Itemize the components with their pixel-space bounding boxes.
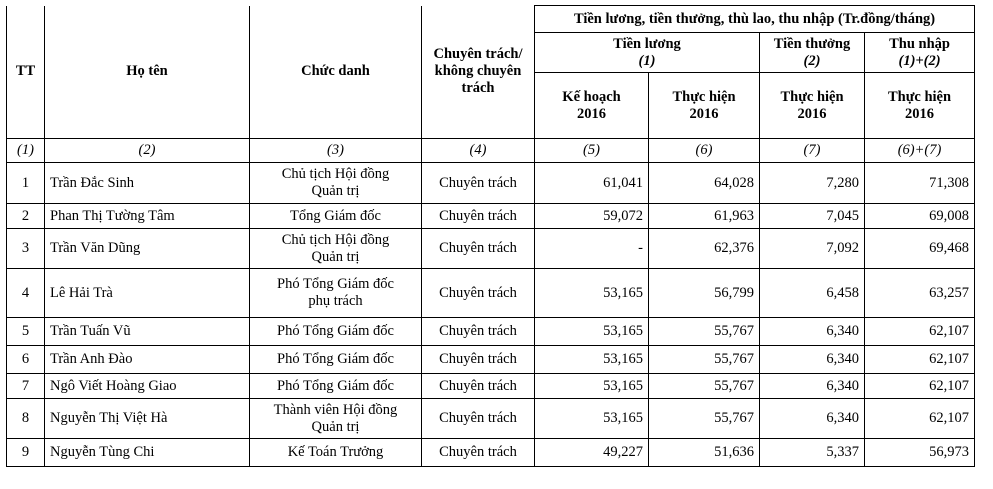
cell-income: 69,468 <box>865 229 975 269</box>
cell-salary-plan: 59,072 <box>535 204 649 229</box>
cell-bonus: 7,045 <box>760 204 865 229</box>
cell-salary-plan: 53,165 <box>535 374 649 399</box>
header-salary-actual <box>649 73 760 139</box>
header-bonus-label: Tiền thưởng <box>773 35 851 52</box>
cell-bonus: 7,280 <box>760 163 865 204</box>
header-salary-index: (1) <box>638 52 656 69</box>
cell-salary-actual: 62,376 <box>649 229 760 269</box>
table-row <box>7 374 975 399</box>
header-actual-line1: Thực hiện <box>672 88 736 105</box>
cell-income: 69,008 <box>865 204 975 229</box>
header-actual-line2: 2016 <box>689 105 719 122</box>
cell-type: Chuyên trách <box>422 318 535 346</box>
header-name: Họ tên <box>45 6 250 139</box>
cell-salary-plan: 53,165 <box>535 399 649 439</box>
cell-income: 62,107 <box>865 318 975 346</box>
table-row <box>7 399 975 439</box>
header-salary-label: Tiền lương <box>613 35 681 52</box>
cell-name: Trần Đắc Sinh <box>45 163 250 204</box>
header-income-label: Thu nhập <box>889 35 950 52</box>
cell-salary-plan: 49,227 <box>535 439 649 467</box>
cell-income: 62,107 <box>865 399 975 439</box>
cell-title: Chủ tịch Hội đồng Quản trị <box>250 229 422 269</box>
cell-name: Trần Văn Dũng <box>45 229 250 269</box>
column-index: (5) <box>535 139 649 163</box>
cell-income: 63,257 <box>865 269 975 318</box>
header-income-index: (1)+(2) <box>898 52 941 69</box>
cell-title: Tổng Giám đốc <box>250 204 422 229</box>
cell-tt: 4 <box>7 269 45 318</box>
table-row <box>7 229 975 269</box>
cell-salary-actual: 55,767 <box>649 318 760 346</box>
cell-salary-plan: - <box>535 229 649 269</box>
cell-tt: 9 <box>7 439 45 467</box>
cell-bonus: 5,337 <box>760 439 865 467</box>
header-actual-line1: Thực hiện <box>887 88 952 105</box>
column-index: (1) <box>7 139 45 163</box>
cell-bonus: 6,458 <box>760 269 865 318</box>
cell-salary-plan: 53,165 <box>535 346 649 374</box>
header-type <box>422 6 535 139</box>
cell-type: Chuyên trách <box>422 229 535 269</box>
header-plan-line1: Kế hoạch <box>562 88 621 105</box>
header-compensation-group: Tiền lương, tiền thưởng, thù lao, thu nhập (Tr.đồng/tháng) <box>535 6 975 33</box>
header-income-actual <box>865 73 975 139</box>
cell-salary-actual: 61,963 <box>649 204 760 229</box>
cell-title: Phó Tổng Giám đốc <box>250 374 422 399</box>
header-bonus-index: (2) <box>803 52 821 69</box>
cell-type: Chuyên trách <box>422 439 535 467</box>
cell-title: Chủ tịch Hội đồng Quản trị <box>250 163 422 204</box>
column-index: (2) <box>45 139 250 163</box>
header-type-line2: không chuyên <box>434 63 522 80</box>
header-type-line1: Chuyên trách/ <box>433 46 523 63</box>
cell-tt: 8 <box>7 399 45 439</box>
cell-title: Phó Tổng Giám đốc <box>250 346 422 374</box>
cell-tt: 2 <box>7 204 45 229</box>
cell-salary-plan: 53,165 <box>535 269 649 318</box>
cell-name: Lê Hải Trà <box>45 269 250 318</box>
cell-title: Kế Toán Trưởng <box>250 439 422 467</box>
column-index: (6)+(7) <box>865 139 975 163</box>
cell-bonus: 6,340 <box>760 346 865 374</box>
cell-type: Chuyên trách <box>422 399 535 439</box>
cell-salary-actual: 64,028 <box>649 163 760 204</box>
cell-name: Nguyễn Thị Việt Hà <box>45 399 250 439</box>
cell-bonus: 7,092 <box>760 229 865 269</box>
cell-title: Thành viên Hội đồng Quản trị <box>250 399 422 439</box>
cell-tt: 1 <box>7 163 45 204</box>
cell-title: Phó Tổng Giám đốc <box>250 318 422 346</box>
cell-name: Ngô Viết Hoàng Giao <box>45 374 250 399</box>
cell-salary-actual: 55,767 <box>649 399 760 439</box>
cell-name: Trần Anh Đào <box>45 346 250 374</box>
cell-tt: 5 <box>7 318 45 346</box>
column-index: (6) <box>649 139 760 163</box>
cell-type: Chuyên trách <box>422 346 535 374</box>
cell-bonus: 6,340 <box>760 318 865 346</box>
header-bonus <box>760 33 865 73</box>
header-salary <box>535 33 760 73</box>
table-row <box>7 318 975 346</box>
cell-type: Chuyên trách <box>422 269 535 318</box>
header-actual-line2: 2016 <box>905 105 935 122</box>
cell-bonus: 6,340 <box>760 374 865 399</box>
cell-salary-actual: 51,636 <box>649 439 760 467</box>
cell-income: 71,308 <box>865 163 975 204</box>
header-type-line3: trách <box>461 80 495 97</box>
table-row <box>7 439 975 467</box>
cell-income: 62,107 <box>865 346 975 374</box>
header-salary-plan <box>535 73 649 139</box>
cell-type: Chuyên trách <box>422 374 535 399</box>
cell-name: Trần Tuấn Vũ <box>45 318 250 346</box>
cell-salary-plan: 61,041 <box>535 163 649 204</box>
table-row <box>7 346 975 374</box>
column-index: (7) <box>760 139 865 163</box>
header-actual-line1: Thực hiện <box>780 88 844 105</box>
header-title: Chức danh <box>250 6 422 139</box>
cell-title: Phó Tổng Giám đốc phụ trách <box>250 269 422 318</box>
cell-type: Chuyên trách <box>422 204 535 229</box>
cell-name: Phan Thị Tường Tâm <box>45 204 250 229</box>
cell-income: 62,107 <box>865 374 975 399</box>
cell-name: Nguyễn Tùng Chi <box>45 439 250 467</box>
column-index-row <box>7 139 975 163</box>
cell-salary-actual: 55,767 <box>649 374 760 399</box>
header-actual-line2: 2016 <box>797 105 827 122</box>
table-row <box>7 163 975 204</box>
cell-type: Chuyên trách <box>422 163 535 204</box>
column-index: (4) <box>422 139 535 163</box>
cell-salary-actual: 55,767 <box>649 346 760 374</box>
header-income <box>865 33 975 73</box>
cell-salary-actual: 56,799 <box>649 269 760 318</box>
salary-table <box>6 5 975 467</box>
cell-tt: 3 <box>7 229 45 269</box>
table-row <box>7 269 975 318</box>
table-row <box>7 204 975 229</box>
header-bonus-actual <box>760 73 865 139</box>
cell-salary-plan: 53,165 <box>535 318 649 346</box>
header-tt: TT <box>7 6 45 139</box>
header-plan-line2: 2016 <box>577 105 606 122</box>
cell-income: 56,973 <box>865 439 975 467</box>
cell-tt: 6 <box>7 346 45 374</box>
cell-bonus: 6,340 <box>760 399 865 439</box>
column-index: (3) <box>250 139 422 163</box>
cell-tt: 7 <box>7 374 45 399</box>
